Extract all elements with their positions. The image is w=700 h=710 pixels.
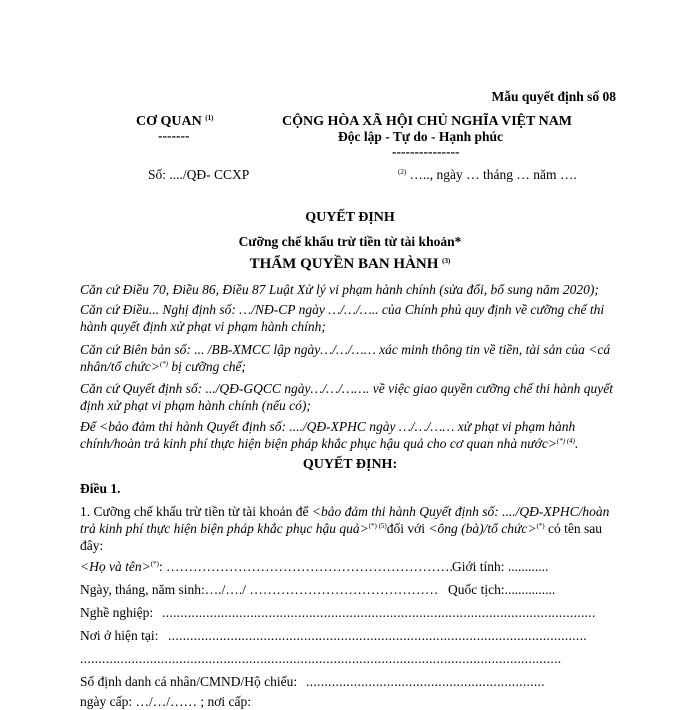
nationality-label: Quốc tịch: [448, 582, 505, 597]
motto: Độc lập - Tự do - Hạnh phúc [338, 129, 504, 144]
form-number: Mẫu quyết định số 08 [491, 89, 616, 104]
document-date: $^{(2)}$ ….., ngày … tháng … năm …. [398, 167, 577, 182]
issue-date-label: ngày cấp: …/…/…… ; nơi cấp: [80, 694, 251, 709]
id-number-dots: ................................................................. [306, 674, 545, 689]
agency-footnote: (1) [205, 114, 214, 122]
name-dots: : ………………………………………………………. [158, 559, 453, 574]
document-number: Số: ..../QĐ- CCXP [148, 167, 250, 182]
document-title: QUYẾT ĐỊNH [305, 210, 395, 225]
agency-name: CƠ QUAN $^{(1)}$ [136, 114, 214, 129]
legal-ground-1: Căn cứ Điều 70, Điều 86, Điều 87 Luật Xử lý vi phạm hành chính (sửa đổi, bổ sung năm 2020); [80, 282, 599, 297]
legal-ground-5: Để <bảo đảm thi hành Quyết định số: ..../QĐ-XPHC ngày …/…/…… xử phạt vi phạm hành chính/hoàn trả kinh phí thực hiện biện pháp khắc phục hậu quả cho cơ quan nhà nước>$^{(*) (4)}$. [80, 419, 579, 451]
legal-ground-4: Căn cứ Quyết định số: .../QĐ-GQCC ngày…/…/……. về việc giao quyền cưỡng chế thi hành quyết định xử phạt vi phạm hành chính (nếu có); [80, 381, 613, 413]
agency-underline: ------- [158, 128, 190, 143]
gender-dots: ............ [507, 559, 549, 574]
legal-ground-3: Căn cứ Biên bản số: ... /BB-XMCC lập ngày…/…/…… xác minh thông tin về tiền, tài sản của <cá nhân/tổ chức>(*) bị cưỡng chế; [80, 342, 611, 374]
name-label: <Họ và tên> [80, 559, 151, 574]
address-label: Nơi ở hiện tại: [80, 628, 159, 643]
id-number-label: Số định danh cá nhân/CMND/Hộ chiếu: [80, 674, 298, 689]
dob-dots: …………………………………… [249, 582, 439, 597]
country-name: CỘNG HÒA XÃ HỘI CHỦ NGHĨA VIỆT NAM [282, 114, 573, 129]
article-1-item-1: 1. Cưỡng chế khấu trừ tiền từ tài khoản để <bảo đảm thi hành Quyết định số: ..../QĐ-XPHC/hoàn trả kinh phí thực hiện biện pháp khắc phục hậu quả>$^{(*) (5)}$đối với <ông (bà)/tổ chức>(*) có tên sau đây: [80, 504, 610, 553]
nationality-field [448, 582, 555, 598]
gender-field [452, 559, 548, 575]
occupation-label: Nghề nghiệp: [80, 605, 154, 620]
dob-field [80, 582, 438, 598]
issuing-authority: THẨM QUYỀN BAN HÀNH $^{(3)}$ [249, 256, 451, 272]
address-dots: .................................................................................................................. [168, 628, 587, 643]
legal-ground-2: Căn cứ Điều... Nghị định số: …/NĐ-CP ngày …/…/….. của Chính phủ quy định về cưỡng chế thi hành quyết định xử phạt vi phạm hành chính; [80, 302, 605, 334]
dob-label: Ngày, tháng, năm sinh:…./…./ [80, 582, 246, 597]
motto-underline: --------------- [392, 144, 460, 159]
article-1-heading: Điều 1. [80, 481, 121, 496]
nationality-dots: ............... [504, 582, 556, 597]
name-field: <Họ và tên>(*): ………………………………………………………. [80, 559, 453, 574]
gender-label: Giới tính: [452, 559, 505, 574]
address-dots-line-2: ................................................................................................................................... [80, 651, 562, 666]
occupation-dots: ...................................................................................................................... [162, 605, 596, 620]
document-subtitle: Cưỡng chế khấu trừ tiền từ tài khoản* [238, 234, 462, 249]
decision-heading: QUYẾT ĐỊNH: [302, 457, 398, 472]
